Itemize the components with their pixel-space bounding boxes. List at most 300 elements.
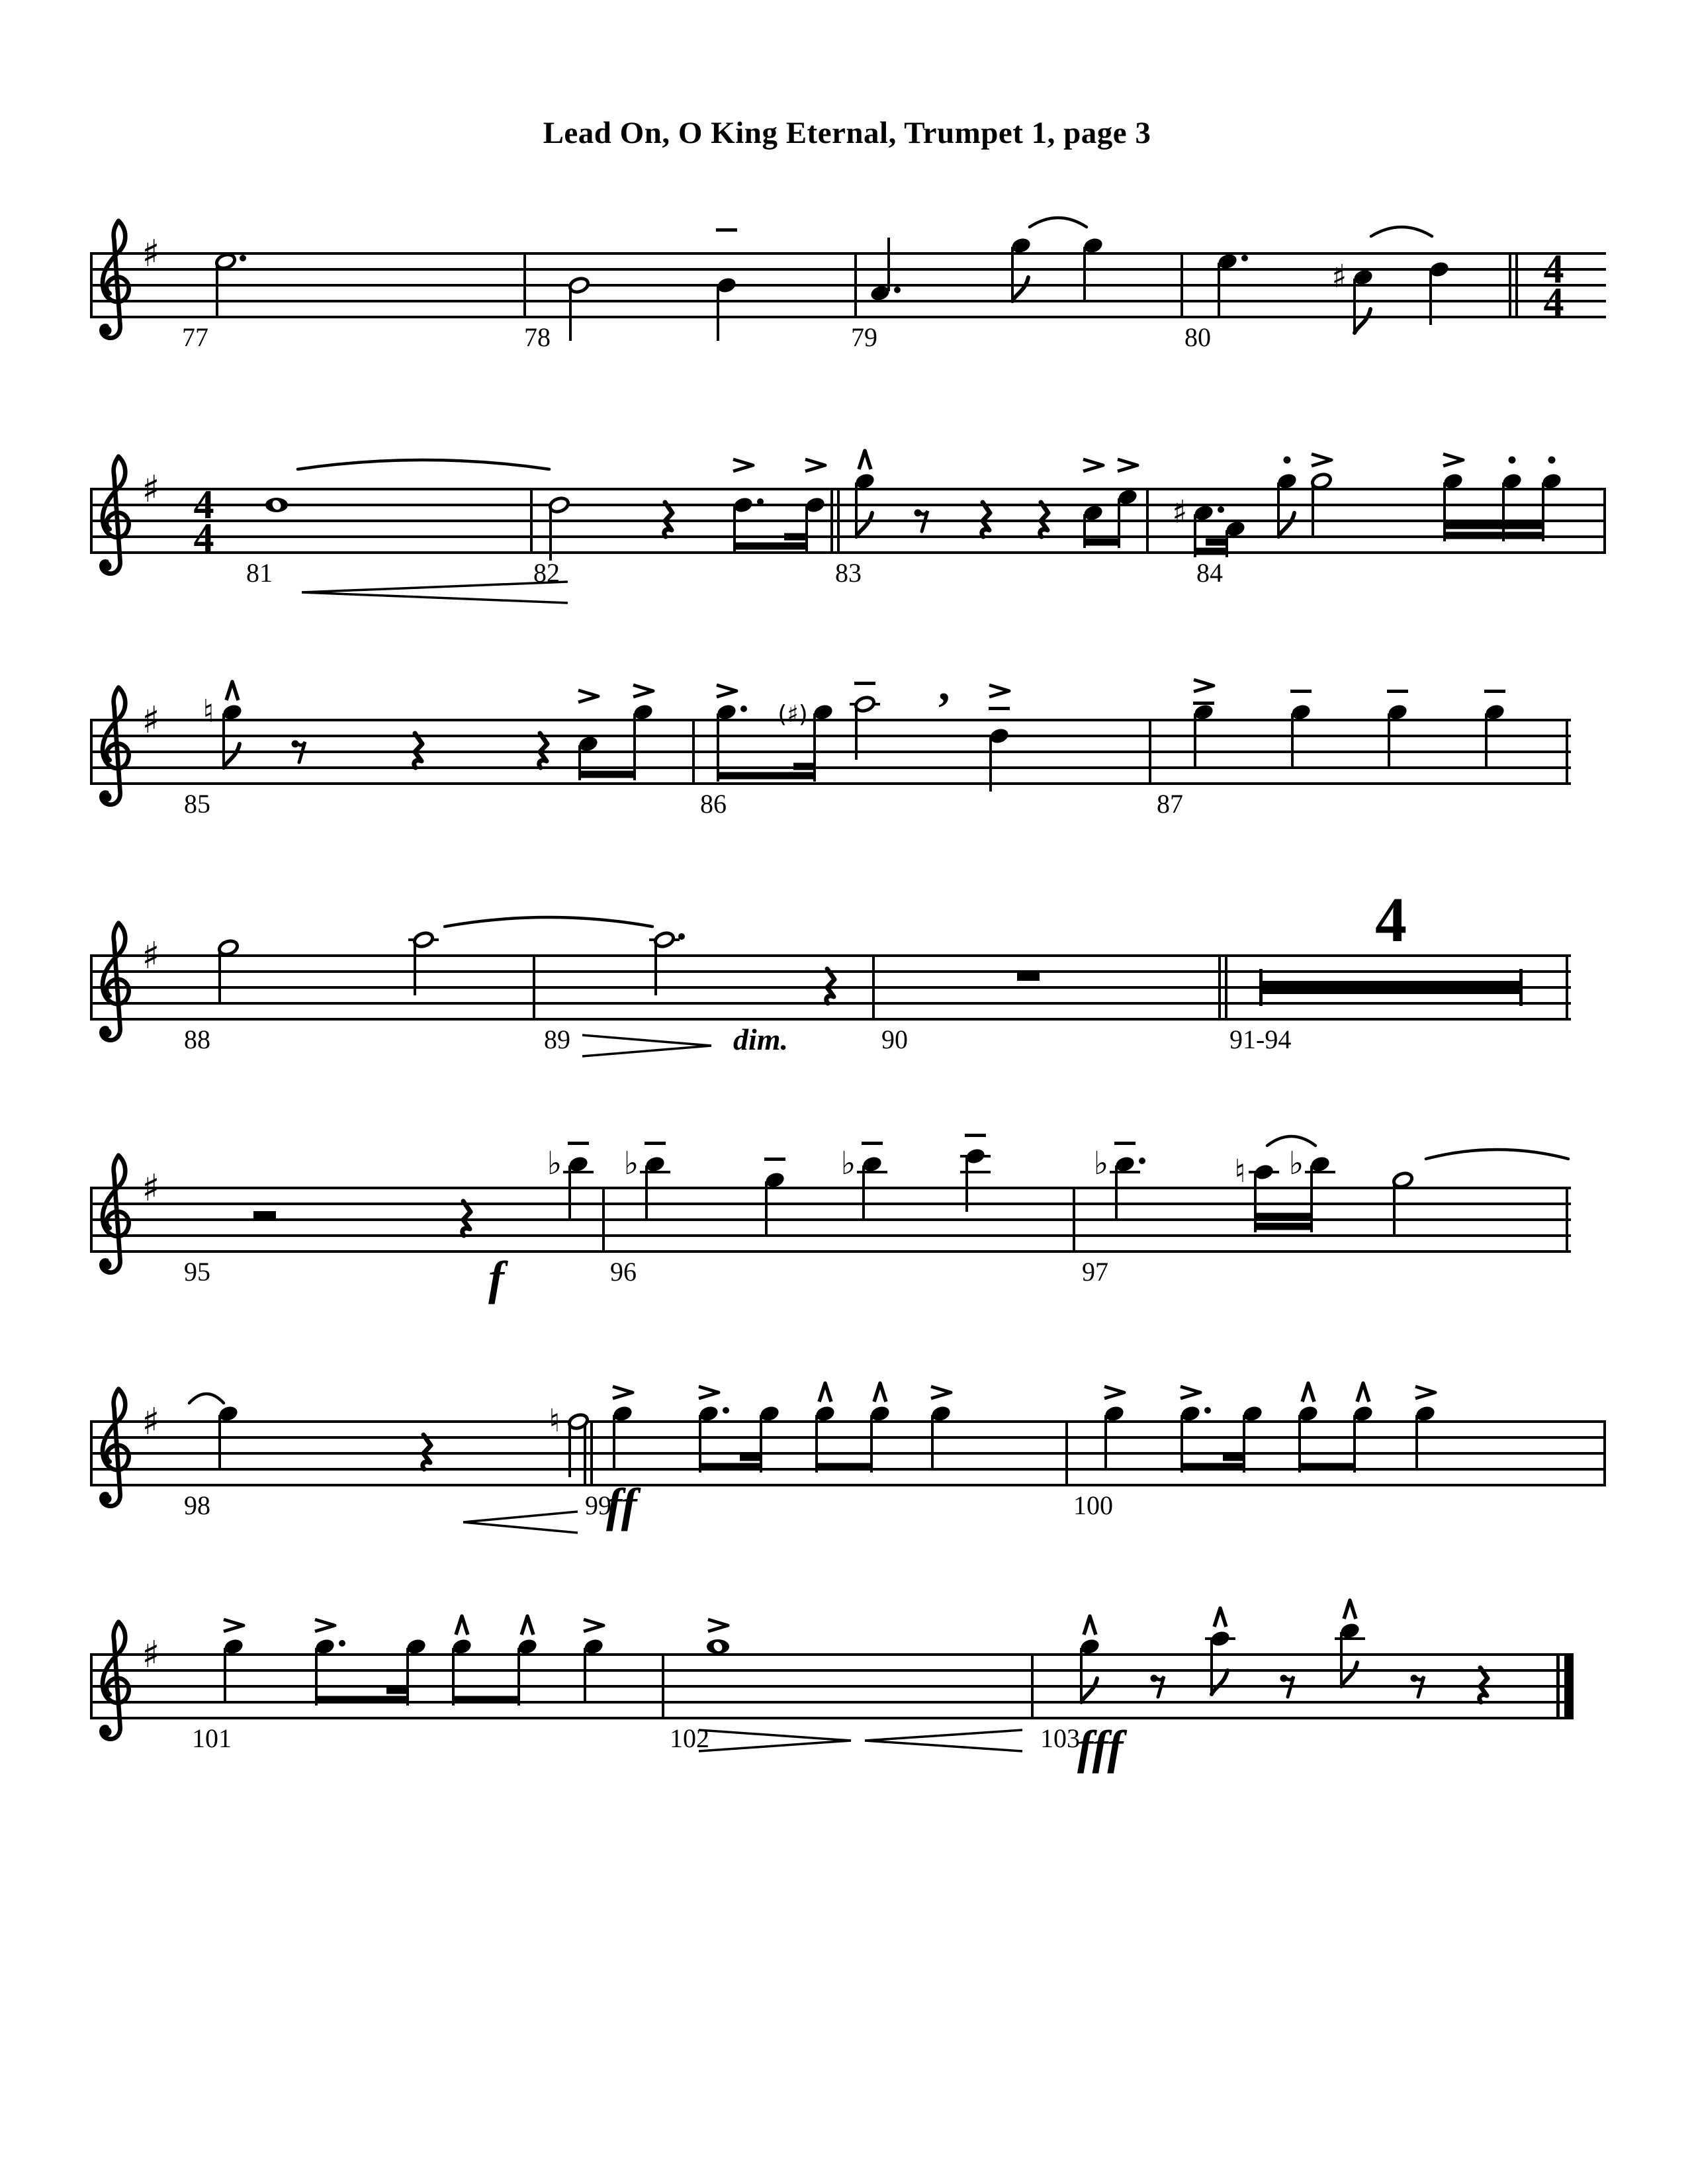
stem <box>1312 482 1314 537</box>
stem <box>1443 482 1446 541</box>
accent-icon <box>224 1619 244 1631</box>
stem <box>765 1181 768 1236</box>
marcato-icon <box>874 1383 886 1402</box>
staff-line <box>90 1669 1571 1672</box>
note <box>1484 690 1505 768</box>
beam <box>1443 522 1544 529</box>
tie-slur <box>1426 1150 1568 1159</box>
tie-slur <box>1030 218 1087 227</box>
staff-line <box>90 782 1571 785</box>
stem <box>654 941 657 995</box>
stem <box>1194 713 1196 768</box>
barline <box>90 719 93 785</box>
accent-icon <box>1181 1387 1200 1398</box>
measure-number: 86 <box>700 789 727 819</box>
measure-number: 81 <box>246 558 273 588</box>
marcato-icon <box>1214 1608 1226 1627</box>
staff-line <box>90 766 1571 769</box>
measure-number: 90 <box>881 1024 908 1054</box>
marcato-icon <box>819 1383 831 1402</box>
barline <box>90 1187 93 1253</box>
clef-ball <box>102 561 112 571</box>
marcato-icon <box>456 1616 468 1635</box>
augmentation-dot <box>1218 506 1224 513</box>
note <box>1079 1616 1100 1702</box>
stem <box>862 1165 865 1220</box>
accent-icon <box>733 459 753 471</box>
hairpin-line <box>699 1741 851 1751</box>
note <box>1335 1600 1365 1686</box>
tenuto-icon <box>1193 702 1214 705</box>
note <box>930 1387 952 1469</box>
tenuto-icon <box>1114 1142 1136 1145</box>
note <box>222 1619 244 1702</box>
staff-system-4 <box>90 884 1571 1056</box>
staff-line <box>90 1218 1571 1221</box>
staff-line <box>90 1234 1571 1237</box>
barline <box>1566 719 1568 785</box>
staff-line <box>90 284 1606 287</box>
clef-ball <box>102 326 112 336</box>
note <box>547 1142 594 1220</box>
measure-number: 79 <box>851 322 877 352</box>
decrescendo-hairpin <box>699 1730 851 1751</box>
marcato-icon <box>1084 1616 1096 1635</box>
barline <box>1566 1187 1568 1253</box>
stem <box>1194 514 1196 557</box>
dynamic-marking: dim. <box>733 1023 789 1056</box>
crescendo-hairpin <box>463 1512 578 1533</box>
accent-icon <box>805 459 825 471</box>
note <box>649 931 685 995</box>
ledger-line <box>1305 1171 1335 1173</box>
barline <box>90 488 93 554</box>
stem <box>218 1415 221 1469</box>
hairpin-line <box>463 1512 578 1522</box>
note <box>549 496 570 561</box>
beam <box>815 1463 873 1471</box>
note <box>1192 680 1214 768</box>
dynamic-marking: ff <box>606 1479 637 1531</box>
stem <box>613 1415 615 1469</box>
accent-icon <box>1104 1387 1124 1398</box>
marcato-icon <box>859 451 871 469</box>
tenuto-icon <box>989 707 1010 710</box>
staff-line <box>90 1653 1571 1656</box>
hairpin-line <box>302 582 568 592</box>
staff-line <box>90 1420 1606 1423</box>
augmentation-dot <box>1241 255 1248 261</box>
stem <box>931 1415 934 1469</box>
marcato-icon <box>1357 1383 1369 1402</box>
crescendo-hairpin <box>865 1730 1022 1751</box>
beam <box>784 533 808 541</box>
augmentation-dot <box>894 287 901 293</box>
note <box>764 1158 785 1236</box>
dynamic-marking: f <box>488 1251 504 1304</box>
note <box>1094 1142 1145 1220</box>
note <box>814 1383 836 1473</box>
ledger-line <box>857 1171 887 1173</box>
stem <box>406 1648 409 1706</box>
half-rest-icon <box>253 1211 276 1220</box>
note <box>1352 1383 1374 1473</box>
clef-ball <box>102 1028 112 1038</box>
measure-number: 84 <box>1196 558 1223 588</box>
double-barline <box>590 1420 593 1486</box>
eighth-flag <box>224 744 240 768</box>
marcato-icon <box>226 682 238 700</box>
accent-icon <box>1415 1387 1435 1398</box>
stem <box>1388 713 1390 768</box>
tenuto-icon <box>645 1142 666 1145</box>
augmentation-dot <box>339 1640 345 1647</box>
note <box>988 685 1010 792</box>
staff-line <box>90 520 1606 522</box>
ledger-line <box>1335 1637 1365 1640</box>
key-signature-sharp-icon: ♯ <box>142 1400 160 1443</box>
note <box>451 1616 472 1706</box>
stem <box>1542 482 1544 541</box>
ledger-line <box>1110 1171 1140 1173</box>
measure-number: 83 <box>835 558 862 588</box>
stem <box>584 1648 586 1702</box>
beam <box>1194 548 1228 555</box>
stem <box>633 713 636 780</box>
barline <box>854 252 857 318</box>
augmentation-dot <box>740 705 747 712</box>
note <box>1297 1383 1319 1473</box>
stem <box>733 506 736 552</box>
staff-line <box>90 1002 1571 1005</box>
treble-clef-icon <box>101 1389 128 1506</box>
hairpin-line <box>699 1730 851 1741</box>
time-signature-bottom: 4 <box>193 516 214 561</box>
accent-icon <box>613 1387 633 1398</box>
note <box>549 1402 589 1477</box>
tie-slur <box>298 460 549 469</box>
accent-icon <box>1194 680 1214 692</box>
tie-slur <box>1267 1136 1315 1146</box>
hairpin-line <box>865 1741 1022 1751</box>
tenuto-icon <box>862 1142 883 1145</box>
tenuto-icon <box>1290 690 1312 693</box>
staff-line <box>90 1685 1571 1688</box>
stem <box>855 482 858 537</box>
staff-line <box>90 1701 1571 1704</box>
stem <box>1353 1415 1356 1473</box>
key-signature-sharp-icon: ♯ <box>142 468 160 511</box>
stem <box>315 1648 318 1706</box>
note <box>1540 457 1562 542</box>
note <box>1414 1387 1436 1469</box>
accent-icon <box>931 1387 951 1398</box>
barline <box>662 1653 664 1719</box>
marcato-icon <box>521 1616 533 1635</box>
beam <box>699 1463 762 1471</box>
beam <box>578 771 636 778</box>
beam <box>793 763 816 770</box>
staff-line <box>90 300 1606 302</box>
stem <box>760 1415 762 1473</box>
clef-ball <box>102 792 112 802</box>
measure-number: 98 <box>184 1490 210 1520</box>
measure-number: 85 <box>184 789 210 819</box>
augmentation-dot <box>240 255 246 261</box>
note <box>869 1383 891 1473</box>
stem <box>1104 1415 1107 1469</box>
staff-line <box>90 535 1606 538</box>
stem <box>1210 1640 1213 1694</box>
stem <box>1502 482 1505 541</box>
marcato-icon <box>1302 1383 1314 1402</box>
measure-number: 100 <box>1073 1490 1113 1520</box>
beam <box>1298 1463 1356 1471</box>
multirest-bar <box>1259 981 1523 994</box>
tie-slur <box>1371 227 1432 236</box>
stem <box>1429 271 1432 325</box>
breath-mark-icon: , <box>938 660 950 711</box>
tenuto-icon <box>854 682 875 685</box>
treble-clef-icon <box>101 1156 128 1273</box>
accent-icon <box>315 1619 335 1631</box>
key-signature-sharp-icon: ♯ <box>142 934 160 978</box>
beam <box>1206 539 1228 546</box>
stem <box>1291 713 1294 768</box>
measure-number: 95 <box>184 1257 210 1287</box>
key-signature-sharp-icon: ♯ <box>142 1167 160 1210</box>
barline <box>90 954 93 1021</box>
note <box>265 498 288 512</box>
multirest-count: 4 <box>1375 884 1407 955</box>
augmentation-dot <box>1204 1407 1211 1414</box>
accent-icon <box>1118 459 1137 471</box>
accent-icon <box>989 685 1009 697</box>
staff-line <box>90 1452 1606 1455</box>
note <box>202 682 243 768</box>
note <box>1386 690 1408 768</box>
staff-line <box>90 954 1571 957</box>
final-barline <box>1564 1653 1574 1719</box>
barline <box>1146 488 1149 554</box>
measure-number: 77 <box>182 322 208 352</box>
note <box>1290 690 1312 768</box>
note <box>408 931 439 995</box>
stem <box>1083 514 1086 548</box>
time-signature-bottom: 4 <box>1543 280 1564 325</box>
note <box>707 1619 729 1654</box>
staff-system-3 <box>90 660 1571 819</box>
accent-icon <box>584 1619 603 1631</box>
staff-line <box>90 252 1606 255</box>
dynamic-marking: fff <box>1077 1721 1124 1774</box>
barline <box>1031 1653 1034 1719</box>
staff-system-7 <box>90 1600 1574 1774</box>
stem <box>1298 1415 1301 1473</box>
stem <box>717 287 719 341</box>
eighth-flag <box>1341 1662 1357 1686</box>
stem <box>1243 1415 1245 1473</box>
note <box>516 1616 538 1706</box>
barline <box>1149 719 1151 785</box>
note <box>1205 1608 1235 1694</box>
beam <box>315 1696 409 1704</box>
note <box>1179 1387 1211 1473</box>
beam <box>1443 532 1544 539</box>
stem <box>568 1423 571 1477</box>
staff-line <box>90 488 1606 490</box>
eighth-flag <box>856 513 872 537</box>
tenuto-icon <box>965 1134 986 1137</box>
treble-clef-icon <box>101 923 128 1040</box>
tenuto-icon <box>716 228 737 232</box>
w-rest <box>1017 972 1040 981</box>
barline <box>872 954 875 1021</box>
time-signature-top: 4 <box>193 482 214 527</box>
barline <box>90 1653 93 1719</box>
stem <box>1011 247 1014 301</box>
staff-line <box>90 1717 1571 1719</box>
beam <box>1254 1223 1313 1230</box>
beam <box>452 1696 520 1704</box>
measure-number: 80 <box>1184 322 1211 352</box>
staff-line <box>90 1203 1571 1205</box>
accidental-icon: (♯) <box>778 701 808 728</box>
clef-ball <box>102 1727 112 1737</box>
measure-number: 88 <box>184 1024 210 1054</box>
stem <box>1226 530 1228 557</box>
staccato-icon <box>1548 457 1556 464</box>
beam <box>733 543 808 550</box>
stem <box>1080 1648 1083 1702</box>
h-rest <box>253 1211 276 1220</box>
barline <box>692 719 695 785</box>
accent-icon <box>1443 454 1463 466</box>
stem <box>1340 1632 1343 1686</box>
stem <box>645 1165 648 1220</box>
measure-number: 91-94 <box>1229 1024 1292 1054</box>
stem <box>578 745 581 780</box>
ledger-line <box>563 1171 594 1173</box>
stem <box>1393 1181 1396 1236</box>
barline <box>1065 1420 1068 1486</box>
note <box>854 451 875 537</box>
stem <box>216 263 218 317</box>
accent-icon <box>717 685 736 697</box>
staccato-icon <box>1284 457 1291 464</box>
page-title: Lead On, O King Eternal, Trumpet 1, page 3 <box>543 116 1151 150</box>
stem <box>452 1648 455 1706</box>
augmentation-dot <box>757 498 764 505</box>
staff-line <box>90 551 1606 554</box>
measure-number: 96 <box>610 1257 637 1287</box>
measure-number: 101 <box>192 1723 232 1753</box>
barline <box>523 252 526 318</box>
accidental-icon: ♯ <box>1172 494 1188 531</box>
stem <box>1353 279 1356 333</box>
beam <box>740 1454 762 1461</box>
eighth-flag <box>1278 513 1294 537</box>
staff-line <box>90 1484 1606 1486</box>
note <box>1311 454 1333 537</box>
note <box>960 1134 991 1212</box>
stem <box>1218 263 1220 317</box>
barline <box>533 954 535 1021</box>
staccato-icon <box>1509 457 1516 464</box>
stem <box>1083 247 1086 301</box>
note <box>1276 457 1298 537</box>
staff-line <box>90 1436 1606 1439</box>
stem <box>717 713 719 782</box>
tenuto-icon <box>764 1158 785 1161</box>
stem <box>887 238 890 291</box>
note <box>611 1387 633 1469</box>
treble-clef-icon <box>101 221 128 338</box>
stem <box>568 1165 571 1220</box>
hairpin-line <box>463 1522 578 1533</box>
staff-system-5 <box>90 1134 1571 1304</box>
stem <box>517 1648 520 1706</box>
accidental-icon: ♯ <box>1331 258 1347 295</box>
measure-number: 82 <box>533 558 560 588</box>
double-barline <box>830 488 833 554</box>
hairpin-line <box>582 1046 711 1056</box>
stem <box>224 1648 226 1702</box>
time-signature-top: 4 <box>1543 247 1564 292</box>
clef-ball <box>102 1494 112 1504</box>
accent-icon <box>633 685 653 697</box>
double-barline <box>1509 252 1511 318</box>
stem <box>989 737 992 792</box>
eighth-flag <box>1012 277 1028 301</box>
accidental-icon: ♭ <box>547 1145 562 1182</box>
augmentation-dot <box>723 1407 729 1414</box>
stem <box>1181 1415 1183 1473</box>
beam <box>386 1687 409 1694</box>
staff-line <box>90 1018 1571 1021</box>
double-barline <box>1515 252 1518 318</box>
augmentation-dot <box>1139 1158 1145 1164</box>
staff-line <box>90 316 1606 318</box>
note <box>1428 260 1450 325</box>
staff-system-2 <box>90 451 1606 603</box>
ledger-line <box>640 1171 670 1173</box>
accent-icon <box>578 690 598 702</box>
clef-ball <box>102 1260 112 1270</box>
accidental-icon: ♭ <box>840 1145 856 1182</box>
note <box>582 1619 604 1702</box>
staff-line <box>90 735 1571 737</box>
barline <box>90 1420 93 1486</box>
stem <box>699 1415 701 1473</box>
treble-clef-icon <box>101 688 128 805</box>
note <box>1103 1387 1125 1469</box>
key-signature-sharp-icon: ♯ <box>142 1633 160 1676</box>
treble-clef-icon <box>101 457 128 574</box>
staff-line <box>90 504 1606 506</box>
tie-slur <box>445 917 652 927</box>
accent-icon <box>1083 459 1103 471</box>
eighth-flag <box>1081 1678 1097 1702</box>
marcato-icon <box>1344 1600 1356 1619</box>
barline <box>1566 954 1568 1021</box>
stem <box>1115 1165 1118 1220</box>
beam <box>1254 1213 1313 1220</box>
treble-clef-icon <box>101 1622 128 1739</box>
barline <box>1603 488 1606 554</box>
barline <box>1073 1187 1075 1253</box>
multirest-tick <box>1259 969 1263 1006</box>
